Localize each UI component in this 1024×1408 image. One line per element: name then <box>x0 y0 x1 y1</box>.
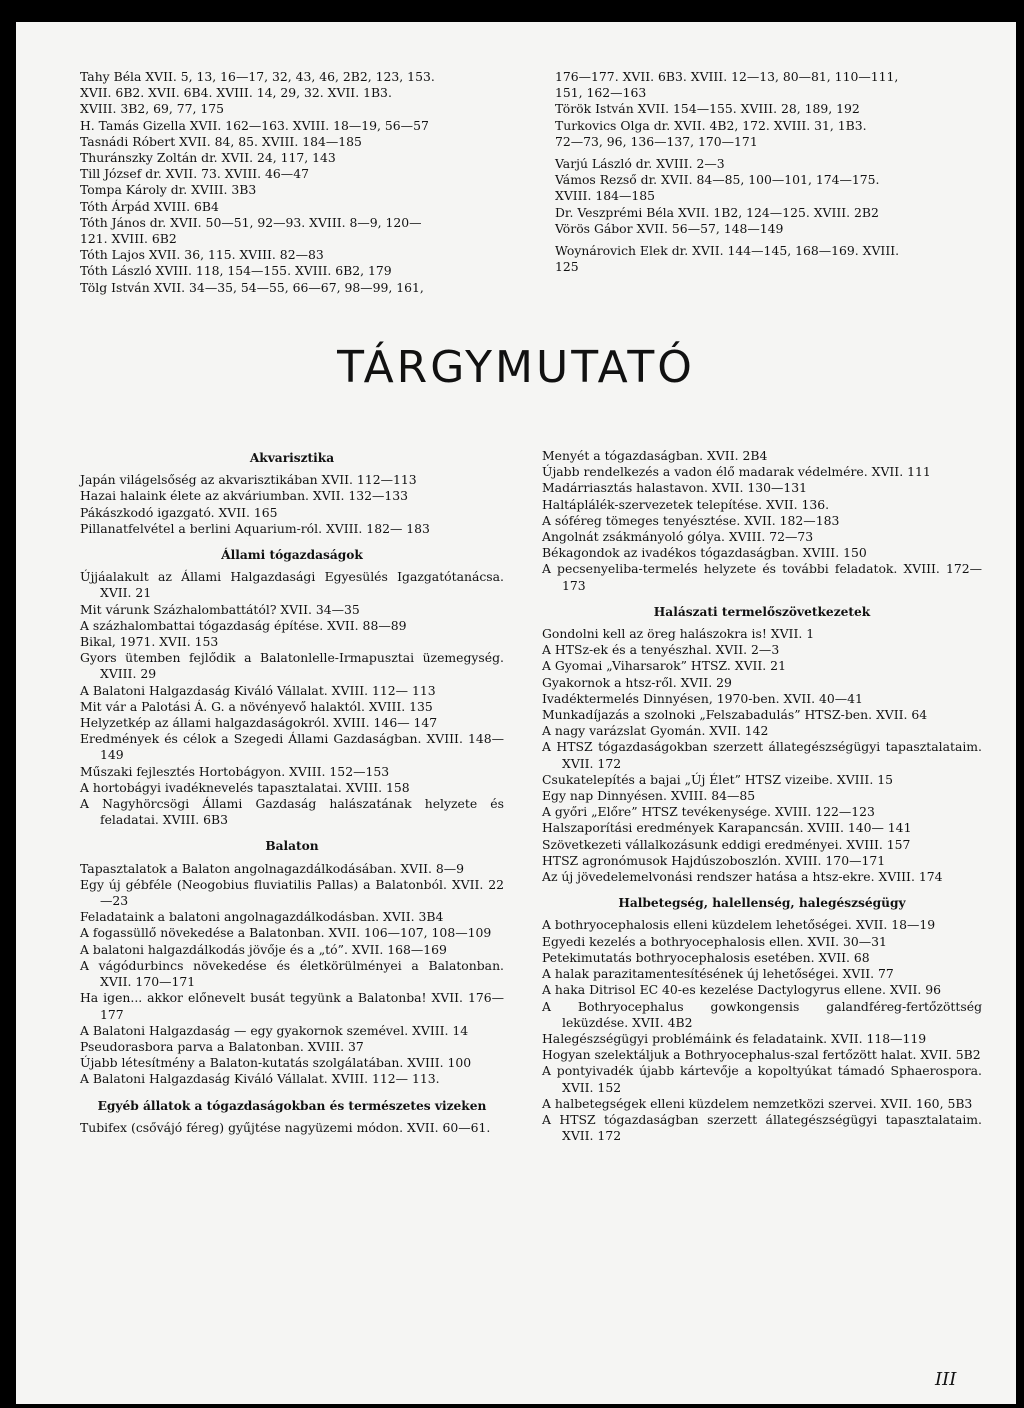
author-index-line: H. Tamás Gizella XVII. 162—163. XVIII. 18—19, 56—57 <box>80 117 429 133</box>
author-index-line: XVII. 6B2. XVII. 6B4. XVIII. 14, 29, 32. XVII. 1B3. <box>80 85 392 101</box>
author-index-line: Török István XVII. 154—155. XVIII. 28, 189, 192 <box>555 101 860 117</box>
index-entry: Újjáalakult az Állami Halgazdasági Egyesülés Igazgatótanácsa. XVII. 21 <box>80 569 504 601</box>
index-entry: Halszaporítási eredmények Karapancsán. XVIII. 140— 141 <box>542 820 912 836</box>
page-title: TÁRGYMUTATÓ <box>337 342 695 393</box>
index-entry: Hazai halaink élete az akváriumban. XVII. 132—133 <box>80 488 409 504</box>
author-index-line: Dr. Veszprémi Béla XVII. 1B2, 124—125. XVIII. 2B2 <box>555 204 879 220</box>
section-heading: Halászati termelőszövetkezetek <box>653 604 871 619</box>
index-entry: A Bothryocephalus gowkongensis galandféreg-fertőzöttség leküzdése. XVII. 4B2 <box>542 998 982 1030</box>
index-entry: Egy új gébféle (Neogobius fluviatilis Pallas) a Balatonból. XVII. 22—23 <box>80 876 504 909</box>
author-index-line: Tóth János dr. XVII. 50—51, 92—93. XVIII. 8—9, 120— <box>80 214 422 230</box>
index-entry: A Balatoni Halgazdaság — egy gyakornok szemével. XVIII. 14 <box>80 1022 469 1038</box>
index-entry: HTSZ agronómusok Hajdúszoboszlón. XVIII. 170—171 <box>542 852 886 868</box>
index-entry: Pseudorasbora parva a Balatonban. XVIII. 37 <box>80 1038 364 1054</box>
author-index-line: Tompa Károly dr. XVIII. 3B3 <box>80 182 257 198</box>
index-entry: Tapasztalatok a Balaton angolnagazdálkodásában. XVII. 8—9 <box>80 860 465 876</box>
author-index-line: 176—177. XVII. 6B3. XVIII. 12—13, 80—81, 110—111, <box>555 69 899 84</box>
index-entry: Mit vár a Palotási Á. G. a növényevő halaktól. XVIII. 135 <box>80 698 433 714</box>
index-entry: A Gyomai „Viharsarok” HTSZ. XVII. 21 <box>542 658 786 674</box>
subject-index-right-column <box>542 448 982 1144</box>
index-entry: Angolnát zsákmányoló gólya. XVIII. 72—73 <box>542 529 814 545</box>
index-entry: A százhalombattai tógazdaság építése. XVII. 88—89 <box>80 617 407 633</box>
index-entry: Madárriasztás halastavon. XVII. 130—131 <box>542 480 808 496</box>
section-heading: Halbetegség, halellenség, halegészségügy <box>618 896 906 911</box>
author-index-line: Tahy Béla XVII. 5, 13, 16—17, 32, 43, 46, 2B2, 123, 153. <box>80 69 435 84</box>
section-heading: Balaton <box>265 839 319 854</box>
author-index-left-column <box>80 69 520 296</box>
index-entry: Csukatelepítés a bajai „Új Élet” HTSZ vizeibe. XVIII. 15 <box>542 771 893 787</box>
author-index-line: Vörös Gábor XVII. 56—57, 148—149 <box>555 220 784 236</box>
index-entry: Gyakornok a htsz-ről. XVII. 29 <box>542 674 732 690</box>
author-index-line: 151, 162—163 <box>555 85 647 101</box>
section-heading: Akvarisztika <box>249 451 335 465</box>
author-index-line: Thuránszky Zoltán dr. XVII. 24, 117, 143 <box>80 150 336 166</box>
author-index-line: XVIII. 184—185 <box>555 188 656 204</box>
index-entry: A Balatoni Halgazdaság Kiváló Vállalat. XVIII. 112— 113. <box>80 1071 440 1087</box>
author-index-line: Tóth László XVIII. 118, 154—155. XVIII. 6B2, 179 <box>80 263 392 279</box>
section-heading: Állami tógazdaságok <box>221 548 363 563</box>
author-index-line: 121. XVIII. 6B2 <box>80 231 177 247</box>
author-index-line: Tölg István XVII. 34—35, 54—55, 66—67, 98—99, 161, <box>80 279 424 295</box>
author-index-line: Woynárovich Elek dr. XVII. 144—145, 168—169. XVIII. <box>555 243 900 259</box>
index-entry: Japán világelsőség az akvarisztikában XVII. 112—113 <box>80 472 417 488</box>
index-entry: A HTSZ tógazdaságokban szerzett állategészségügyi tapasztalataim. XVII. 172 <box>542 739 982 771</box>
index-entry: Mit várunk Százhalombattától? XVII. 34—35 <box>80 601 360 617</box>
index-entry: Szövetkezeti vállalkozásunk eddigi eredményei. XVIII. 157 <box>542 836 911 852</box>
author-index-line: Till József dr. XVII. 73. XVIII. 46—47 <box>80 166 309 182</box>
index-entry: A Nagyhörcsögi Állami Gazdaság halászatának helyzete és feladatai. XVIII. 6B3 <box>80 796 504 828</box>
index-entry: Újabb rendelkezés a vadon élő madarak védelmére. XVII. 111 <box>542 464 931 480</box>
index-entry: Helyzetkép az állami halgazdaságokról. XVIII. 146— 147 <box>80 715 438 731</box>
author-index-line: 125 <box>555 259 579 275</box>
index-entry: Újabb létesítmény a Balaton-kutatás szolgálatában. XVIII. 100 <box>80 1055 472 1071</box>
author-index-line: Vámos Rezső dr. XVII. 84—85, 100—101, 174—175. <box>555 172 880 188</box>
page-number: III <box>935 1369 957 1390</box>
index-entry: Haltáplálék-szervezetek telepítése. XVII. 136. <box>542 496 830 512</box>
index-entry: A bothryocephalosis elleni küzdelem lehetőségei. XVII. 18—19 <box>542 917 936 933</box>
author-index-line: Tóth Árpád XVIII. 6B4 <box>80 198 219 214</box>
index-entry: Pillanatfelvétel a berlini Aquarium-ról. XVIII. 182— 183 <box>80 520 430 536</box>
index-entry: Egyedi kezelés a bothryocephalosis ellen. XVII. 30—31 <box>542 933 887 949</box>
index-entry: A haka Ditrisol EC 40-es kezelése Dactylogyrus ellene. XVII. 96 <box>542 982 942 998</box>
index-entry: Gyors ütemben fejlődik a Balatonlelle-Irmapusztai üzemegység. XVIII. 29 <box>80 650 504 682</box>
author-index-line: Turkovics Olga dr. XVII. 4B2, 172. XVIII. 31, 1B3. <box>555 117 867 133</box>
index-entry: Petekimutatás bothryocephalosis esetében. XVII. 68 <box>542 949 870 965</box>
index-entry: A sóféreg tömeges tenyésztése. XVII. 182—183 <box>542 512 840 528</box>
index-entry: Tubifex (csővájó féreg) gyűjtése nagyüzemi módon. XVII. 60—61. <box>80 1119 491 1135</box>
index-entry: A balatoni halgazdálkodás jövője és a „tó”. XVII. 168—169 <box>80 941 447 957</box>
index-entry: Ivadéktermelés Dinnyésen, 1970-ben. XVII. 40—41 <box>542 690 863 706</box>
index-entry: Békagondok az ivadékos tógazdaságban. XVIII. 150 <box>542 545 867 561</box>
index-entry: Az új jövedelemelvonási rendszer hatása a htsz-ekre. XVIII. 174 <box>542 869 943 885</box>
index-entry: A halak parazitamentesítésének új lehetőségei. XVII. 77 <box>542 966 894 982</box>
index-entry: A Balatoni Halgazdaság Kiváló Vállalat. XVIII. 112— 113 <box>80 682 436 698</box>
index-entry: A HTSZ tógazdaságban szerzett állategészségügyi tapasztalataim. XVII. 172 <box>542 1111 982 1144</box>
index-entry: A nagy varázslat Gyomán. XVII. 142 <box>542 723 769 739</box>
index-entry: Halegészségügyi problémáink és feladataink. XVII. 118—119 <box>542 1030 927 1046</box>
index-page <box>16 22 1016 1404</box>
author-index-line: Tóth Lajos XVII. 36, 115. XVIII. 82—83 <box>80 247 324 263</box>
subject-index-left-column <box>80 450 504 1136</box>
index-entry: Menyét a tógazdaságban. XVII. 2B4 <box>542 448 768 463</box>
index-entry: Ha igen... akkor előnevelt busát tegyünk a Balatonba! XVII. 176—177 <box>80 990 504 1022</box>
section-heading: Egyéb állatok a tógazdaságokban és természetes vizeken <box>97 1098 487 1113</box>
index-entry: Feladataink a balatoni angolnagazdálkodásban. XVII. 3B4 <box>80 909 444 925</box>
index-entry: A HTSz-ek és a tenyészhal. XVII. 2—3 <box>542 642 780 658</box>
index-entry: Műszaki fejlesztés Hortobágyon. XVIII. 152—153 <box>80 763 390 779</box>
author-index-line: 72—73, 96, 136—137, 170—171 <box>555 133 758 149</box>
author-index-line: XVIII. 3B2, 69, 77, 175 <box>80 101 225 117</box>
author-index-line: Tasnádi Róbert XVII. 84, 85. XVIII. 184—185 <box>80 133 362 149</box>
index-entry: Hogyan szelektáljuk a Bothryocephalus-szal fertőzött halat. XVII. 5B2 <box>542 1047 981 1063</box>
index-entry: Bikal, 1971. XVII. 153 <box>80 634 219 650</box>
index-entry: Egy nap Dinnyésen. XVIII. 84—85 <box>542 788 756 804</box>
index-entry: A fogassüllő növekedése a Balatonban. XVII. 106—107, 108—109 <box>80 925 492 941</box>
index-entry: A hortobágyi ivadéknevelés tapasztalatai. XVIII. 158 <box>80 779 410 795</box>
index-entry: Pákászkodó igazgató. XVII. 165 <box>80 504 278 520</box>
author-index-line: Varjú László dr. XVIII. 2—3 <box>555 156 725 172</box>
index-entry: A győri „Előre” HTSZ tevékenysége. XVIII. 122—123 <box>542 804 875 820</box>
index-entry: Eredmények és célok a Szegedi Állami Gazdaságban. XVIII. 148—149 <box>80 731 504 763</box>
index-entry: Munkadíjazás a szolnoki „Felszabadulás” HTSZ-ben. XVII. 64 <box>542 707 928 723</box>
author-index-right-column <box>555 69 985 275</box>
index-entry: A vágódurbincs növekedése és életkörülményei a Balatonban. XVII. 170—171 <box>80 957 504 990</box>
index-entry: A halbetegségek elleni küzdelem nemzetközi szervei. XVII. 160, 5B3 <box>542 1095 973 1111</box>
index-entry: A pecsenyeliba-termelés helyzete és további feladatok. XVIII. 172—173 <box>542 561 982 593</box>
index-entry: Gondolni kell az öreg halászokra is! XVII. 1 <box>542 626 815 642</box>
index-entry: A pontyivadék újabb kártevője a kopoltyúkat támadó Sphaerospora. XVII. 152 <box>542 1063 982 1095</box>
